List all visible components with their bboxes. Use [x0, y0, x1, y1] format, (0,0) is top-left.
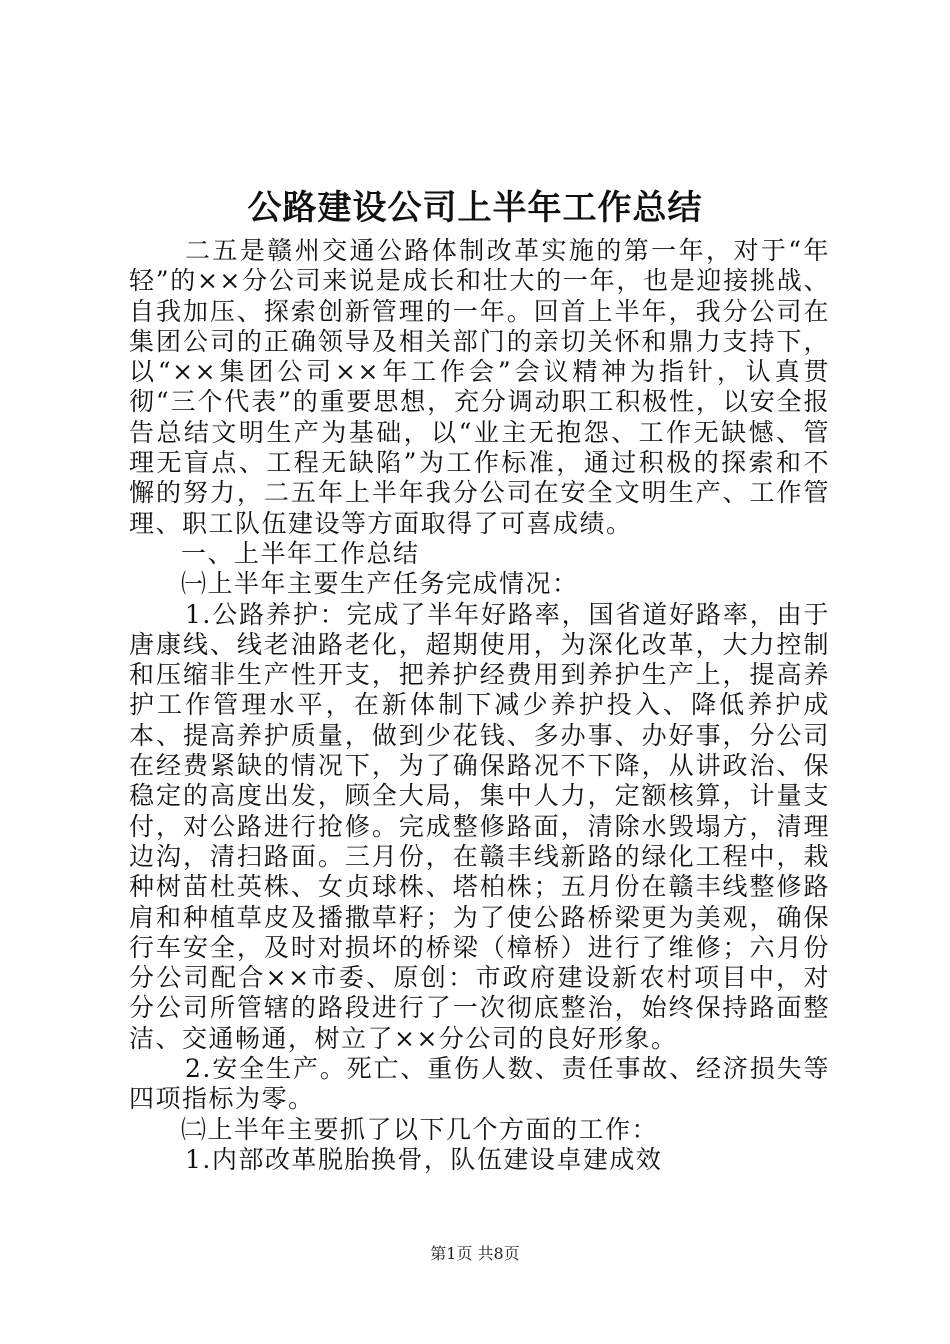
document-body — [129, 236, 830, 1175]
page-number-footer: 第1页 共8页 — [430, 1244, 520, 1263]
paragraph-internal-reform: 1.内部改革脱胎换骨，队伍建设卓建成效 — [185, 1144, 663, 1174]
subsection-heading-1: ㈠上半年主要生产任务完成情况： — [181, 569, 579, 599]
subsection-heading-2: ㈡上半年主要抓了以下几个方面的工作： — [181, 1114, 659, 1144]
section-heading-1: 一、上半年工作总结 — [181, 538, 420, 568]
paragraph-safety-production: 2.安全生产。死亡、重伤人数、责任事故、经济损失等四项指标为零。 — [129, 1054, 830, 1114]
document-title: 公路建设公司上半年工作总结 — [247, 188, 703, 228]
paragraph-road-maintenance: 1.公路养护：完成了半年好路率，国省道好路率，由于唐康线、线老油路老化，超期使用，为深化改革，大力控制和压缩非生产性开支，把养护经费用到养护生产上，提高养护工作管理水平，在新体制下减少养护投入、降低养护成本、提高养护质量，做到少花钱、多办事、办好事，分公司在经费紧缺的情况下，为了确保路况不下降，从讲政治、保稳定的高度出发，顾全大局，集中人力，定额核算，计量支付，对公路进行抢修。完成整修路面，清除水毁塌方，清理边沟，清扫路面。三月份，在赣丰线新路的绿化工程中，栽种树苗杜英株、女贞球株、塔柏株；五月份在赣丰线整修路肩和种植草皮及播撒草籽；为了使公路桥梁更为美观，确保行车安全，及时对损坏的桥梁（樟桥）进行了维修；六月份分公司配合××市委、原创：市政府建设新农村项目中，对分公司所管辖的路段进行了一次彻底整治，始终保持路面整洁、交通畅通，树立了××分公司的良好形象。 — [129, 599, 830, 1053]
paragraph-intro: 二五是赣州交通公路体制改革实施的第一年，对于“年轻”的××分公司来说是成长和壮大的一年，也是迎接挑战、自我加压、探索创新管理的一年。回首上半年，我分公司在集团公司的正确领导及相关部门的亲切关怀和鼎力支持下，以“××集团公司××年工作会”会议精神为指针，认真贯彻“三个代表”的重要思想，充分调动职工积极性，以安全报告总结文明生产为基础，以“业主无抱怨、工作无缺憾、管理无盲点、工程无缺陷”为工作标准，通过积极的探索和不懈的努力，二五年上半年我分公司在安全文明生产、工作管理、职工队伍建设等方面取得了可喜成绩。 — [129, 236, 830, 538]
